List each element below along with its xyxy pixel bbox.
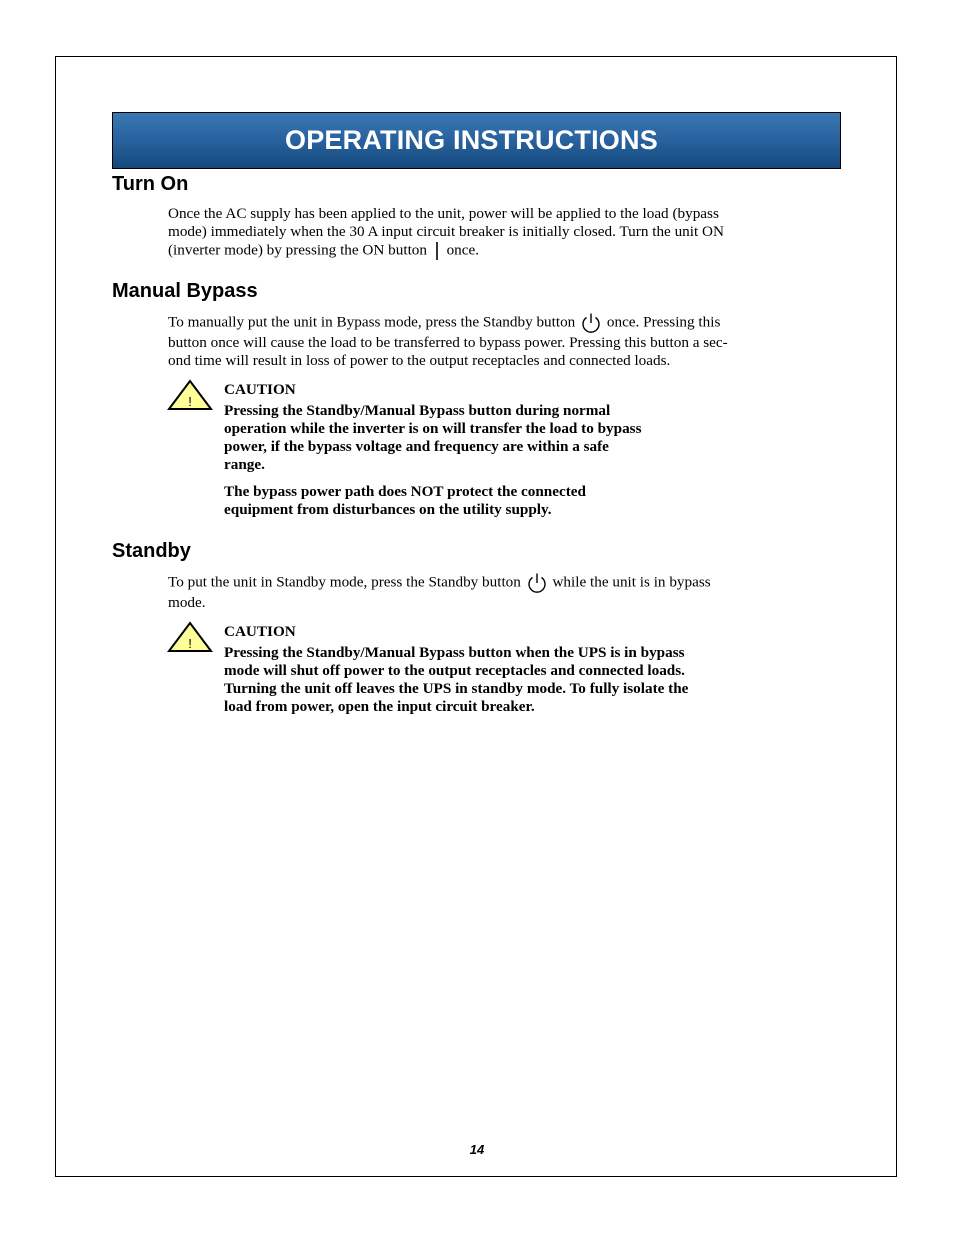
warning-triangle-icon <box>167 379 213 411</box>
caution-title: CAUTION <box>224 381 296 398</box>
caution-line: range. <box>224 456 265 473</box>
svg-text:!: ! <box>188 636 192 651</box>
text-line-with-icon <box>168 312 728 334</box>
heading-turn-on: Turn On <box>112 173 189 195</box>
text-segment: To put the unit in Standby mode, press the Standby button <box>168 573 521 591</box>
section-banner <box>112 112 841 169</box>
text-line: mode) immediately when the 30 A input circuit breaker is initially closed. Turn the unit ON <box>168 223 724 240</box>
text-segment: once. Pressing this <box>606 313 721 331</box>
caution-line: Pressing the Standby/Manual Bypass button during normal <box>224 402 611 419</box>
text-line-with-icon <box>168 241 724 261</box>
on-button-icon <box>431 241 443 261</box>
caution-line: Pressing the Standby/Manual Bypass button when the UPS is in bypass <box>224 644 685 661</box>
page-number: 14 <box>469 1142 485 1157</box>
standby-power-icon <box>525 572 549 594</box>
warning-triangle-icon <box>167 621 213 653</box>
caution-line: load from power, open the input circuit breaker. <box>224 698 535 715</box>
caution-line: The bypass power path does NOT protect the connected <box>224 483 586 500</box>
heading-manual-bypass: Manual Bypass <box>112 280 258 302</box>
caution-block-standby <box>224 623 688 716</box>
text-line-with-icon <box>168 572 711 594</box>
text-segment: while the unit is in bypass <box>552 573 711 591</box>
text-line: ond time will result in loss of power to the output receptacles and connected loads. <box>168 352 671 369</box>
caution-line: Turning the unit off leaves the UPS in standby mode. To fully isolate the <box>224 680 689 697</box>
caution-title: CAUTION <box>224 623 296 640</box>
caution-block-manual-bypass <box>224 381 642 519</box>
manual-bypass-paragraph <box>168 312 728 370</box>
caution-line: operation while the inverter is on will transfer the load to bypass <box>224 420 642 437</box>
caution-line: equipment from disturbances on the utility supply. <box>224 501 552 518</box>
svg-text:!: ! <box>188 394 192 409</box>
caution-line: mode will shut off power to the output receptacles and connected loads. <box>224 662 685 679</box>
page-title: OPERATING INSTRUCTIONS <box>285 125 658 155</box>
standby-power-icon <box>579 312 603 334</box>
text-segment: (inverter mode) by pressing the ON button <box>168 241 427 259</box>
text-line: Once the AC supply has been applied to the unit, power will be applied to the load (bypass <box>168 205 719 222</box>
caution-line: power, if the bypass voltage and frequency are within a safe <box>224 438 609 455</box>
standby-paragraph <box>168 572 711 612</box>
text-segment: once. <box>446 241 480 259</box>
text-line: button once will cause the load to be transferred to bypass power. Pressing this button a sec- <box>168 334 728 351</box>
turn-on-paragraph <box>168 205 724 261</box>
heading-standby: Standby <box>112 540 191 562</box>
text-segment: To manually put the unit in Bypass mode, press the Standby button <box>168 313 576 331</box>
text-line: mode. <box>168 594 206 611</box>
